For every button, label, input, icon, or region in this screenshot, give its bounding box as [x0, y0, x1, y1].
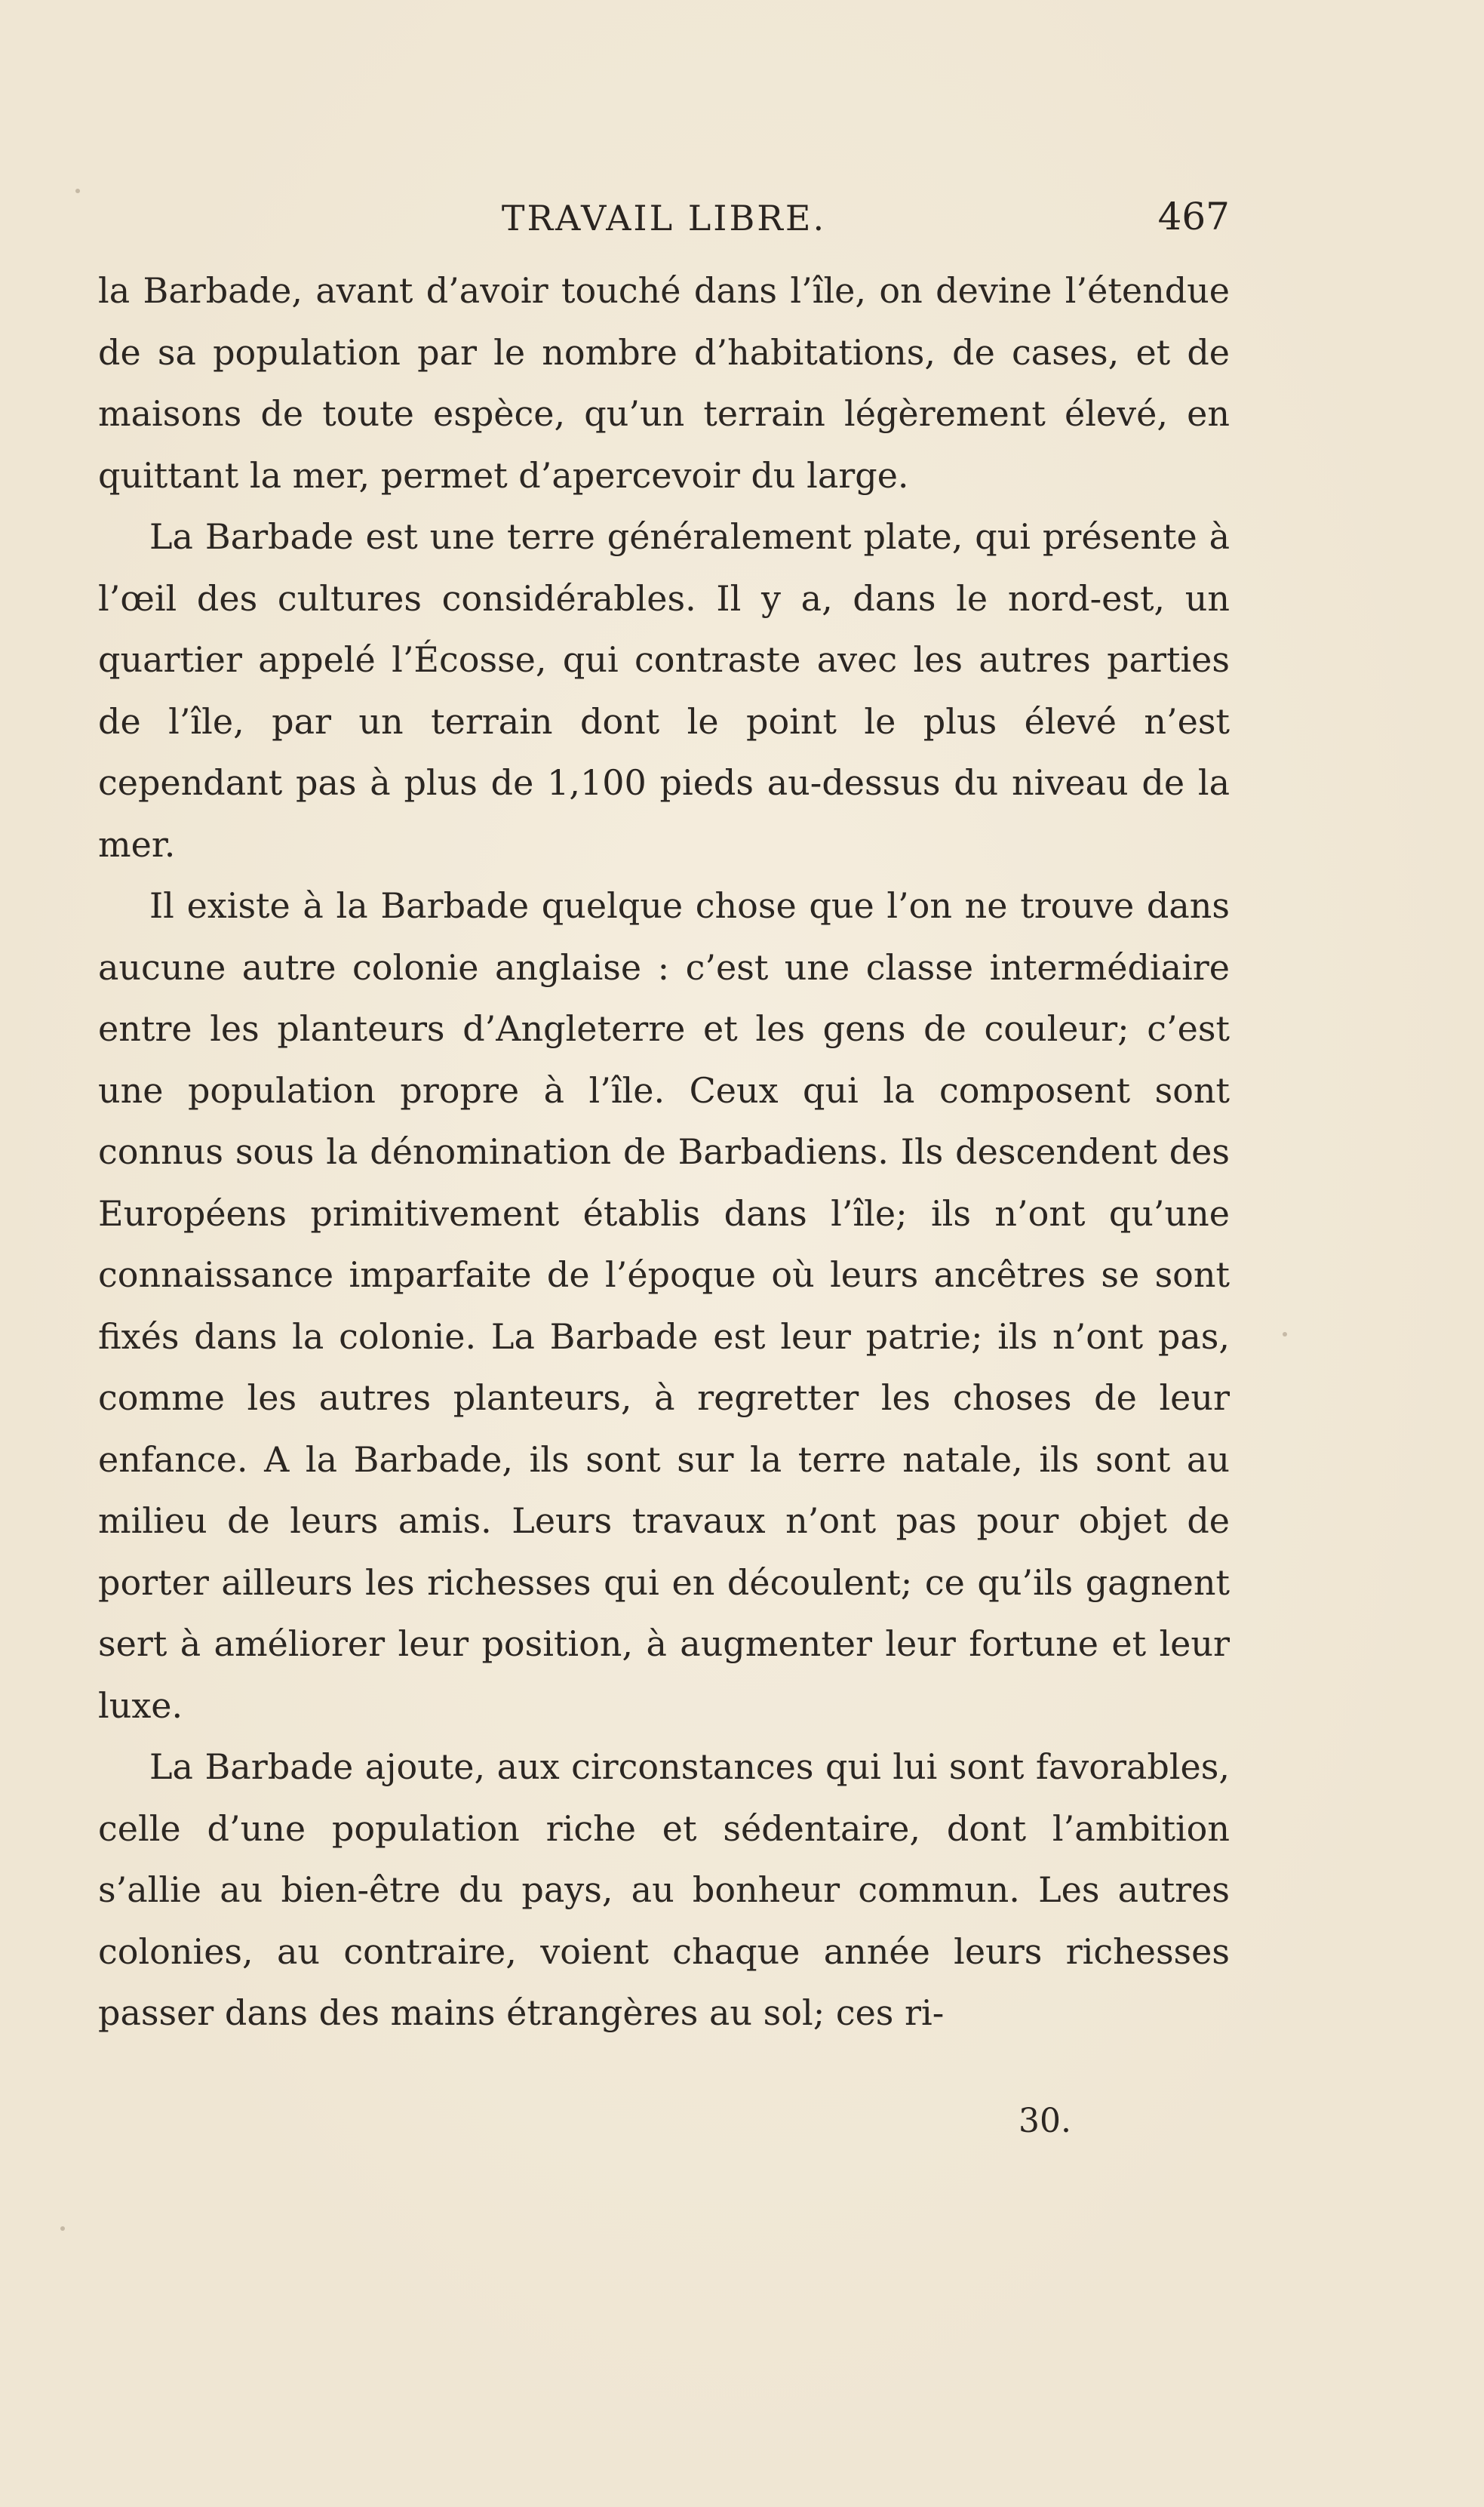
paper-speck — [1283, 1332, 1287, 1337]
running-head — [98, 189, 1230, 249]
body-text — [98, 260, 1230, 2044]
paragraph-3: Il existe à la Barbade quelque chose que l’on ne trouve dans aucune autre colonie anglaise : c’est une classe intermédiaire entre les planteurs d’Angleterre et les gens de couleur; c’est une population propre à l’île. Ceux qui la composent sont connus sous la dénomination de Barbadiens. Ils descendent des Européens primitivement établis dans l’île; ils n’ont qu’une connaissance imparfaite de l’époque où leurs ancêtres se sont fixés dans la colonie. La Barbade est leur patrie; ils n’ont pas, comme les autres planteurs, à regretter les choses de leur enfance. A la Barbade, ils sont sur la terre natale, ils sont au milieu de leurs amis. Leurs travaux n’ont pas pour objet de porter ailleurs les richesses qui en découlent; ce qu’ils gagnent sert à améliorer leur position, à augmenter leur fortune et leur luxe. — [98, 885, 1230, 1726]
paragraph-2: La Barbade est une terre généralement plate, qui présente à l’œil des cultures considérables. Il y a, dans le nord-est, un quartier appelé l’Écosse, qui contraste avec les autres parties de l’île, par un terrain dont le point le plus élevé n’est cependant pas à plus de 1,100 pieds au-dessus du niveau de la mer. — [98, 516, 1230, 865]
running-title: TRAVAIL LIBRE. — [501, 198, 827, 238]
paragraph-4: La Barbade ajoute, aux circonstances qui lui sont favorables, celle d’une population riche et sédentaire, dont l’ambition s’allie au bien-être du pays, au bonheur commun. Les autres colonies, au contraire, voient chaque année leurs richesses passer dans des mains étrangères au sol; ces ri- — [98, 1746, 1230, 2033]
paper-speck — [75, 189, 80, 193]
signature-mark: 30. — [1019, 2102, 1071, 2140]
page-number: 467 — [1157, 195, 1230, 238]
paragraph-1: la Barbade, avant d’avoir touché dans l’île, on devine l’étendue de sa population par le nombre d’habitations, de cases, et de maisons de toute espèce, qu’un terrain légèrement élevé, en quittant la mer, permet d’apercevoir du large. — [98, 270, 1230, 496]
paper-speck — [60, 2226, 65, 2231]
